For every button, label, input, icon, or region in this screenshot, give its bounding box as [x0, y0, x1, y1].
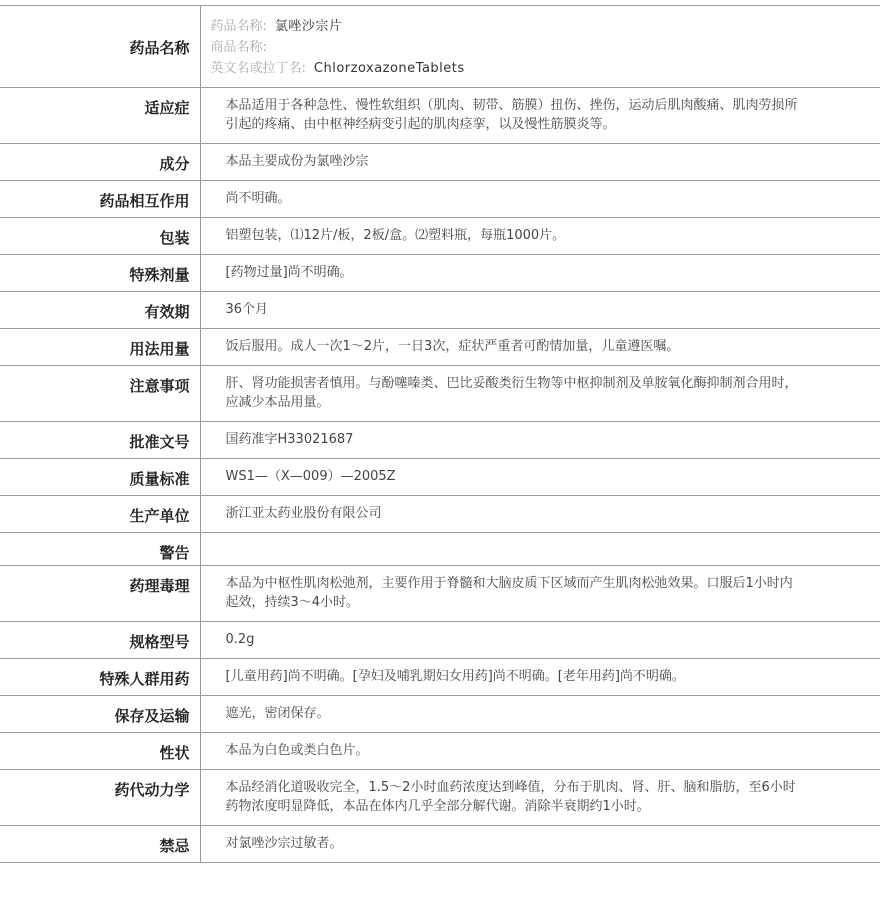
row-special-populations — [0, 659, 880, 696]
row-appearance — [0, 733, 880, 770]
row-indications — [0, 88, 880, 144]
row-pharmacokinetics — [0, 770, 880, 826]
row-label: 生产单位 — [0, 496, 200, 533]
generic-name-line — [211, 16, 880, 37]
row-value: 本品为中枢性肌肉松弛剂，主要作用于脊髓和大脑皮质下区域而产生肌肉松弛效果。口服后1小时内起效，持续3～4小时。 — [200, 566, 880, 622]
row-label: 用法用量 — [0, 329, 200, 366]
drug-name-values — [200, 6, 880, 88]
row-label: 批准文号 — [0, 422, 200, 459]
row-warning — [0, 533, 880, 566]
row-label: 规格型号 — [0, 622, 200, 659]
row-value: [药物过量]尚不明确。 — [200, 255, 880, 292]
row-value: 尚不明确。 — [200, 181, 880, 218]
row-value: 浙江亚太药业股份有限公司 — [200, 496, 880, 533]
row-label: 性状 — [0, 733, 200, 770]
row-quality-standard — [0, 459, 880, 496]
row-value: 本品主要成份为氯唑沙宗 — [200, 144, 880, 181]
row-label: 药品名称 — [0, 6, 200, 88]
trade-name-key: 商品名称: — [210, 40, 267, 55]
row-pharmacology — [0, 566, 880, 622]
row-label: 质量标准 — [0, 459, 200, 496]
row-label: 适应症 — [0, 88, 200, 144]
row-ingredients — [0, 144, 880, 181]
row-label: 禁忌 — [0, 826, 200, 863]
row-special-dosage — [0, 255, 880, 292]
row-label: 药理毒理 — [0, 566, 200, 622]
row-value: 铝塑包装，⑴12片/板，2板/盒。⑵塑料瓶，每瓶1000片。 — [200, 218, 880, 255]
generic-name-value: 氯唑沙宗片 — [274, 19, 343, 34]
row-value: 遮光，密闭保存。 — [200, 696, 880, 733]
row-packaging — [0, 218, 880, 255]
english-name-key: 英文名或拉丁名: — [210, 61, 306, 76]
row-value: 36个月 — [200, 292, 880, 329]
row-value: 国药准字H33021687 — [200, 422, 880, 459]
row-storage — [0, 696, 880, 733]
row-label: 注意事项 — [0, 366, 200, 422]
row-label: 包装 — [0, 218, 200, 255]
row-label: 特殊人群用药 — [0, 659, 200, 696]
row-value: 本品适用于各种急性、慢性软组织（肌肉、韧带、筋膜）扭伤、挫伤，运动后肌肉酸痛、肌肉劳损所引起的疼痛、由中枢神经病变引起的肌肉痉挛，以及慢性筋膜炎等。 — [200, 88, 880, 144]
row-value: [儿童用药]尚不明确。[孕妇及哺乳期妇女用药]尚不明确。[老年用药]尚不明确。 — [200, 659, 880, 696]
row-value: 肝、肾功能损害者慎用。与酚噻嗪类、巴比妥酸类衍生物等中枢抑制剂及单胺氧化酶抑制剂合用时，应减少本品用量。 — [200, 366, 880, 422]
row-value: 本品经消化道吸收完全，1.5～2小时血药浓度达到峰值，分布于肌肉、肾、肝、脑和脂肪，至6小时药物浓度明显降低，本品在体内几乎全部分解代谢。消除半衰期约1小时。 — [200, 770, 880, 826]
english-name-line — [211, 58, 880, 79]
row-value: 0.2g — [200, 622, 880, 659]
row-value: WS1—（X—009）—2005Z — [200, 459, 880, 496]
row-label: 药品相互作用 — [0, 181, 200, 218]
row-interactions — [0, 181, 880, 218]
row-value: 本品为白色或类白色片。 — [200, 733, 880, 770]
row-value: 对氯唑沙宗过敏者。 — [200, 826, 880, 863]
row-label: 药代动力学 — [0, 770, 200, 826]
row-label: 警告 — [0, 533, 200, 566]
row-contraindications — [0, 826, 880, 863]
row-manufacturer — [0, 496, 880, 533]
row-specification — [0, 622, 880, 659]
row-drug-name — [0, 6, 880, 88]
row-shelf-life — [0, 292, 880, 329]
row-usage-dosage — [0, 329, 880, 366]
row-label: 保存及运输 — [0, 696, 200, 733]
drug-info-table — [0, 5, 880, 863]
trade-name-line — [211, 37, 880, 58]
generic-name-key: 药品名称: — [210, 19, 267, 34]
row-label: 有效期 — [0, 292, 200, 329]
row-label: 成分 — [0, 144, 200, 181]
row-precautions — [0, 366, 880, 422]
english-name-value: ChlorzoxazoneTablets — [313, 61, 465, 76]
row-value — [200, 533, 880, 566]
row-label: 特殊剂量 — [0, 255, 200, 292]
row-approval-number — [0, 422, 880, 459]
row-value: 饭后服用。成人一次1～2片，一日3次，症状严重者可酌情加量，儿童遵医嘱。 — [200, 329, 880, 366]
